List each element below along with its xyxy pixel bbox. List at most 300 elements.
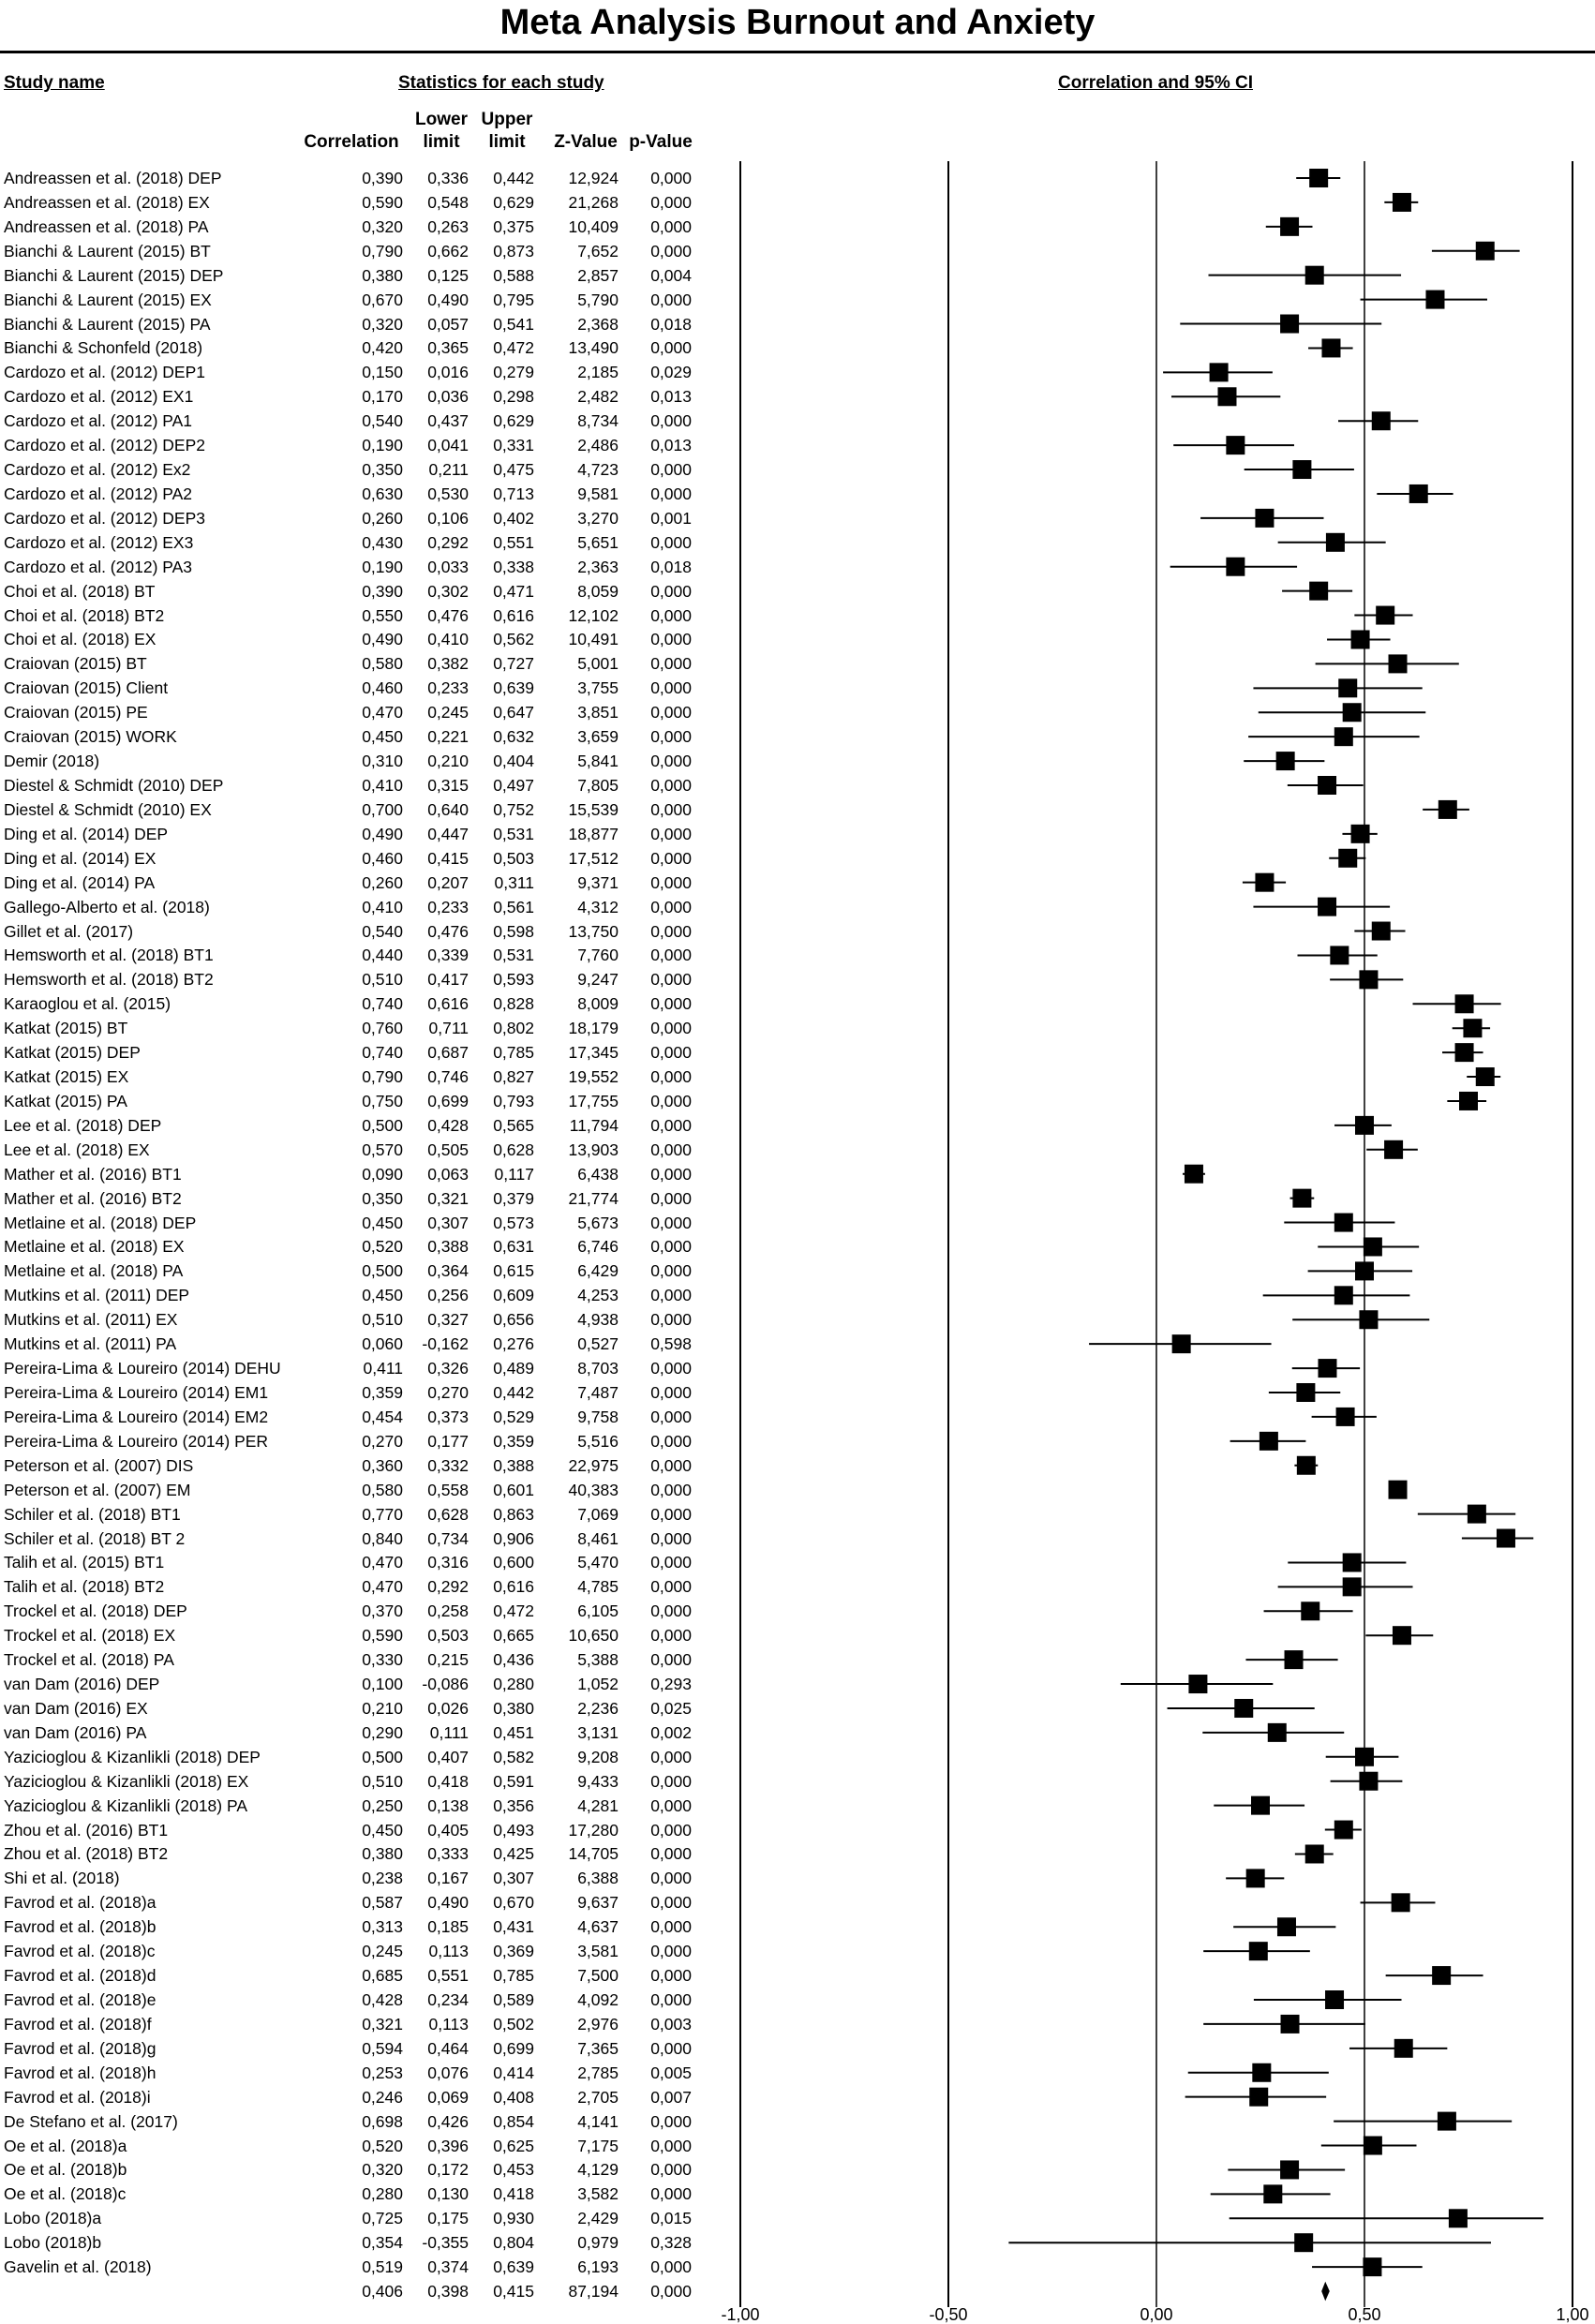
lower-limit-value: 0,476	[427, 921, 469, 941]
study-name: Bianchi & Schonfeld (2018)	[4, 338, 203, 358]
correlation-value: 0,238	[362, 1869, 403, 1888]
upper-limit-value: 0,379	[493, 1188, 534, 1208]
z-value: 5,001	[577, 654, 619, 674]
upper-limit-value: 0,369	[493, 1942, 534, 1961]
p-value: 0,000	[650, 169, 692, 187]
study-name: Ding et al. (2014) EX	[4, 848, 157, 868]
correlation-value: 0,500	[362, 1261, 403, 1281]
z-value: 4,281	[577, 1795, 619, 1815]
study-name: Shi et al. (2018)	[4, 1869, 120, 1888]
point-marker	[1359, 970, 1378, 989]
lower-limit-value: 0,063	[427, 1164, 469, 1184]
upper-limit-value: 0,615	[493, 1261, 534, 1281]
p-value: 0,000	[650, 630, 692, 649]
upper-limit-value: 0,565	[493, 1115, 534, 1135]
upper-limit-value: 0,431	[493, 1917, 534, 1937]
p-value: 0,029	[650, 363, 692, 382]
correlation-value: 0,310	[362, 752, 403, 771]
lower-limit-value: 0,426	[427, 2111, 469, 2131]
upper-limit-value: 0,629	[493, 192, 534, 212]
p-value: 0,000	[650, 1140, 692, 1159]
correlation-value: 0,380	[362, 265, 403, 285]
correlation-value: 0,320	[362, 314, 403, 334]
upper-limit-value: 0,388	[493, 1455, 534, 1475]
point-marker	[1255, 873, 1274, 892]
study-name: Cardozo et al. (2012) EX1	[4, 387, 194, 407]
upper-limit-value: 0,785	[493, 1966, 534, 1986]
upper-limit-value: 0,628	[493, 1140, 534, 1159]
point-marker	[1449, 2209, 1468, 2227]
point-marker	[1280, 315, 1299, 334]
p-value: 0,000	[650, 1431, 692, 1451]
lower-limit-value: 0,551	[427, 1966, 469, 1986]
upper-limit-value: 0,625	[493, 2136, 534, 2155]
point-marker	[1210, 363, 1229, 381]
lower-limit-value: 0,490	[427, 1893, 469, 1913]
point-marker	[1296, 1383, 1315, 1402]
study-name: Peterson et al. (2007) DIS	[4, 1455, 194, 1475]
lower-limit-value: -0,355	[422, 2233, 469, 2253]
point-marker	[1305, 266, 1324, 285]
lower-limit-value: -0,162	[422, 1334, 469, 1354]
z-value: 10,409	[568, 216, 619, 236]
study-name: Hemsworth et al. (2018) BT2	[4, 970, 214, 990]
z-value: 5,673	[577, 1213, 619, 1232]
lower-limit-value: 0,437	[427, 411, 469, 431]
point-marker	[1226, 436, 1245, 454]
lower-limit-value: 0,558	[427, 1480, 469, 1499]
z-value: 17,512	[568, 848, 619, 868]
p-value: 0,000	[650, 192, 692, 212]
lower-limit-value: 0,207	[427, 872, 469, 892]
z-value: 8,009	[577, 994, 619, 1014]
upper-limit-value: 0,656	[493, 1310, 534, 1330]
upper-limit-value: 0,472	[493, 1601, 534, 1621]
point-marker	[1355, 1261, 1374, 1280]
p-value: 0,000	[650, 994, 692, 1014]
study-name: Bianchi & Laurent (2015) PA	[4, 314, 211, 334]
p-value: 0,000	[650, 1990, 692, 2009]
upper-limit-value: 0,589	[493, 1990, 534, 2009]
upper-limit-value: 0,451	[493, 1722, 534, 1742]
p-value: 0,000	[650, 1820, 692, 1840]
z-value: 3,270	[577, 508, 619, 528]
lower-limit-value: 0,365	[427, 338, 469, 358]
study-name: Yazicioglou & Kizanlikli (2018) EX	[4, 1771, 249, 1791]
z-value: 6,193	[577, 2257, 619, 2277]
correlation-value: 0,060	[362, 1334, 403, 1354]
upper-limit-value: 0,632	[493, 727, 534, 747]
lower-limit-value: 0,315	[427, 776, 469, 795]
study-name: Pereira-Lima & Loureiro (2014) DEHU	[4, 1359, 281, 1378]
upper-limit-value: 0,475	[493, 460, 534, 480]
p-value: 0,000	[650, 2136, 692, 2155]
correlation-value: 0,330	[362, 1650, 403, 1670]
study-name-header: Study name	[4, 73, 105, 93]
correlation-value: 0,590	[362, 192, 403, 212]
study-name: Lee et al. (2018) DEP	[4, 1115, 162, 1135]
upper-limit-value: 0,873	[493, 241, 534, 261]
z-value: 4,092	[577, 1990, 619, 2009]
study-name: Favrod et al. (2018)g	[4, 2038, 157, 2058]
correlation-value: 0,740	[362, 1043, 403, 1063]
upper-limit-value: 0,598	[493, 921, 534, 941]
lower-limit-value: 0,407	[427, 1747, 469, 1766]
upper-limit-value: 0,591	[493, 1771, 534, 1791]
correlation-value: 0,450	[362, 727, 403, 747]
correlation-value: 0,460	[362, 848, 403, 868]
study-name: Lobo (2018)a	[4, 2209, 102, 2228]
lower-limit-value: 0,234	[427, 1990, 469, 2009]
upper-limit-value: 0,418	[493, 2184, 534, 2204]
study-name: Andreassen et al. (2018) PA	[4, 216, 209, 236]
z-value: 12,102	[568, 605, 619, 625]
p-value: 0,000	[650, 2160, 692, 2180]
correlation-value: 0,320	[362, 2160, 403, 2180]
lower-limit-value: 0,175	[427, 2209, 469, 2228]
z-value: 19,552	[568, 1067, 619, 1087]
lower-limit-value: 0,373	[427, 1407, 469, 1426]
p-value: 0,000	[650, 654, 692, 674]
correlation-value: 0,313	[362, 1917, 403, 1937]
study-name: Cardozo et al. (2012) EX3	[4, 532, 194, 552]
lower-limit-value: 0,258	[427, 1601, 469, 1621]
p-value: 0,000	[650, 605, 692, 625]
p-value: 0,000	[650, 581, 692, 601]
study-name: Ding et al. (2014) PA	[4, 872, 156, 892]
study-name: Choi et al. (2018) BT2	[4, 605, 165, 625]
point-marker	[1497, 1529, 1515, 1548]
study-name: Lobo (2018)b	[4, 2233, 102, 2253]
upper-limit-value: 0,531	[493, 824, 534, 843]
p-value: 0,000	[650, 1091, 692, 1110]
correlation-value: 0,428	[362, 1990, 403, 2009]
p-value: 0,000	[650, 1213, 692, 1232]
study-name: Craiovan (2015) PE	[4, 703, 148, 723]
upper-limit-value: 0,380	[493, 1698, 534, 1718]
lower-limit-value: 0,734	[427, 1528, 469, 1548]
upper-limit-value: 0,699	[493, 2038, 534, 2058]
lower-limit-value: 0,292	[427, 1577, 469, 1597]
z-value: 12,924	[568, 169, 619, 187]
point-marker	[1280, 2160, 1299, 2179]
study-name: Craiovan (2015) Client	[4, 678, 169, 698]
point-marker	[1305, 1844, 1324, 1863]
correlation-value: 0,590	[362, 1626, 403, 1646]
p-value: 0,000	[650, 703, 692, 723]
lower-limit-value: -0,086	[422, 1675, 469, 1694]
point-marker	[1277, 1917, 1296, 1936]
z-value: 2,785	[577, 2063, 619, 2082]
point-marker	[1326, 533, 1345, 552]
correlation-value: 0,430	[362, 532, 403, 552]
study-name: Karaoglou et al. (2015)	[4, 994, 171, 1014]
point-marker	[1188, 1675, 1207, 1693]
study-name: Katkat (2015) BT	[4, 1019, 128, 1038]
lower-limit-value: 0,210	[427, 752, 469, 771]
point-marker	[1476, 242, 1495, 261]
correlation-value: 0,570	[362, 1140, 403, 1159]
p-value: 0,015	[650, 2209, 692, 2228]
upper-limit-value: 0,298	[493, 387, 534, 407]
point-marker	[1185, 1165, 1203, 1184]
p-value: 0,000	[650, 460, 692, 480]
correlation-value: 0,540	[362, 921, 403, 941]
upper-limit-value: 0,436	[493, 1650, 534, 1670]
summary-lower: 0,398	[427, 2282, 469, 2302]
point-marker	[1297, 1456, 1316, 1475]
z-value: 40,383	[568, 1480, 619, 1499]
p-value: 0,000	[650, 1115, 692, 1135]
z-value: 9,371	[577, 872, 619, 892]
lower-limit-value: 0,503	[427, 1626, 469, 1646]
z-value: 2,857	[577, 265, 619, 285]
lower-limit-value: 0,332	[427, 1455, 469, 1475]
study-name: Gillet et al. (2017)	[4, 921, 134, 941]
p-value: 0,000	[650, 848, 692, 868]
correlation-value: 0,550	[362, 605, 403, 625]
z-value: 4,141	[577, 2111, 619, 2131]
p-value: 0,000	[650, 799, 692, 819]
point-marker	[1376, 606, 1394, 625]
lower-limit-value: 0,233	[427, 897, 469, 916]
p-value: 0,000	[650, 1893, 692, 1913]
point-marker	[1394, 2039, 1413, 2058]
p-value: 0,000	[650, 1286, 692, 1305]
correlation-value: 0,410	[362, 776, 403, 795]
point-marker	[1432, 1966, 1451, 1985]
p-value: 0,000	[650, 2038, 692, 2058]
study-name: Mutkins et al. (2011) PA	[4, 1334, 177, 1354]
z-value: 10,650	[568, 1626, 619, 1646]
study-name: Oe et al. (2018)c	[4, 2184, 127, 2204]
upper-limit-column-header: Upper limit	[481, 110, 533, 152]
lower-limit-value: 0,321	[427, 1188, 469, 1208]
point-marker	[1438, 2112, 1456, 2131]
point-marker	[1309, 582, 1328, 601]
z-value: 17,755	[568, 1091, 619, 1110]
upper-limit-value: 0,408	[493, 2087, 534, 2107]
correlation-value: 0,170	[362, 387, 403, 407]
lower-limit-value: 0,382	[427, 654, 469, 674]
lower-limit-value: 0,415	[427, 848, 469, 868]
upper-limit-value: 0,629	[493, 411, 534, 431]
point-marker	[1255, 509, 1274, 528]
z-value: 7,175	[577, 2136, 619, 2155]
point-marker	[1438, 800, 1457, 819]
correlation-value: 0,450	[362, 1213, 403, 1232]
correlation-value: 0,280	[362, 2184, 403, 2204]
correlation-value: 0,190	[362, 436, 403, 455]
correlation-value: 0,390	[362, 169, 403, 187]
upper-limit-value: 0,276	[493, 1334, 534, 1354]
correlation-value: 0,740	[362, 994, 403, 1014]
p-value: 0,000	[650, 532, 692, 552]
upper-limit-value: 0,307	[493, 1869, 534, 1888]
p-value: 0,005	[650, 2063, 692, 2082]
lower-limit-value: 0,172	[427, 2160, 469, 2180]
upper-limit-value: 0,279	[493, 363, 534, 382]
lower-limit-value: 0,662	[427, 241, 469, 261]
study-name: Oe et al. (2018)b	[4, 2160, 127, 2180]
upper-limit-value: 0,529	[493, 1407, 534, 1426]
z-value: 7,760	[577, 946, 619, 965]
p-value: 0,000	[650, 1504, 692, 1524]
upper-limit-value: 0,600	[493, 1553, 534, 1572]
z-value: 21,268	[568, 192, 619, 212]
z-value: 13,750	[568, 921, 619, 941]
upper-limit-value: 0,551	[493, 532, 534, 552]
ci-plot-header: Correlation and 95% CI	[1058, 73, 1253, 93]
p-value: 0,018	[650, 557, 692, 576]
lower-limit-value: 0,476	[427, 605, 469, 625]
study-name: Gallego-Alberto et al. (2018)	[4, 897, 210, 916]
correlation-value: 0,470	[362, 1553, 403, 1572]
study-name: Yazicioglou & Kizanlikli (2018) DEP	[4, 1747, 261, 1766]
study-name: Metlaine et al. (2018) PA	[4, 1261, 184, 1281]
study-name: Metlaine et al. (2018) EX	[4, 1237, 185, 1257]
z-value: 0,979	[577, 2233, 619, 2253]
p-value: 0,000	[650, 1019, 692, 1038]
point-marker	[1392, 1893, 1410, 1912]
lower-limit-value: 0,292	[427, 532, 469, 552]
p-value: 0,000	[650, 1067, 692, 1087]
correlation-value: 0,411	[363, 1359, 403, 1378]
upper-limit-value: 0,665	[493, 1626, 534, 1646]
p-value: 0,001	[650, 508, 692, 528]
z-value: 18,179	[568, 1019, 619, 1038]
z-value: 15,539	[568, 799, 619, 819]
correlation-value: 0,246	[362, 2087, 403, 2107]
correlation-value: 0,440	[362, 946, 403, 965]
p-value: 0,004	[650, 265, 692, 285]
upper-limit-value: 0,404	[493, 752, 534, 771]
correlation-value: 0,520	[362, 2136, 403, 2155]
z-value: 5,651	[577, 532, 619, 552]
correlation-value: 0,245	[362, 1942, 403, 1961]
study-name: Pereira-Lima & Loureiro (2014) EM2	[4, 1407, 269, 1426]
p-value: 0,007	[650, 2087, 692, 2107]
point-marker	[1260, 1432, 1278, 1451]
correlation-value: 0,500	[362, 1747, 403, 1766]
lower-limit-value: 0,699	[427, 1091, 469, 1110]
lower-limit-value: 0,245	[427, 703, 469, 723]
z-value: 2,482	[577, 387, 619, 407]
point-marker	[1393, 1626, 1411, 1645]
study-name: Trockel et al. (2018) EX	[4, 1626, 176, 1646]
upper-limit-value: 0,609	[493, 1286, 534, 1305]
upper-limit-value: 0,531	[493, 946, 534, 965]
upper-limit-value: 0,280	[493, 1675, 534, 1694]
p-value: 0,000	[650, 1966, 692, 1986]
p-value: 0,000	[650, 1917, 692, 1937]
point-marker	[1336, 1408, 1355, 1426]
z-value: 5,516	[577, 1431, 619, 1451]
point-marker	[1359, 1772, 1378, 1791]
p-value: 0,000	[650, 1528, 692, 1548]
upper-limit-value: 0,453	[493, 2160, 534, 2180]
correlation-value: 0,725	[362, 2209, 403, 2228]
correlation-value: 0,410	[362, 897, 403, 916]
z-value: 22,975	[568, 1455, 619, 1475]
p-value: 0,293	[650, 1675, 692, 1694]
study-name: Craiovan (2015) BT	[4, 654, 147, 674]
study-name: van Dam (2016) PA	[4, 1722, 147, 1742]
correlation-value: 0,454	[362, 1407, 403, 1426]
lower-limit-value: 0,113	[428, 1942, 469, 1961]
point-marker	[1389, 1481, 1408, 1499]
point-marker	[1249, 1942, 1268, 1960]
lower-limit-value: 0,428	[427, 1115, 469, 1135]
point-marker	[1301, 1601, 1319, 1620]
upper-limit-value: 0,639	[493, 678, 534, 698]
lower-limit-value: 0,410	[427, 630, 469, 649]
point-marker	[1249, 2088, 1268, 2107]
p-value: 0,000	[650, 1795, 692, 1815]
upper-limit-value: 0,573	[493, 1213, 534, 1232]
z-value: 6,105	[577, 1601, 619, 1621]
point-marker	[1251, 1796, 1270, 1815]
point-marker	[1294, 2233, 1313, 2252]
x-tick-label: -0,50	[929, 2305, 968, 2324]
z-value: 9,758	[577, 1407, 619, 1426]
point-marker	[1309, 169, 1328, 187]
p-value: 0,000	[650, 2257, 692, 2277]
study-name: Oe et al. (2018)a	[4, 2136, 127, 2155]
study-name: Zhou et al. (2018) BT2	[4, 1844, 169, 1864]
z-value: 9,208	[577, 1747, 619, 1766]
upper-limit-value: 0,117	[494, 1164, 534, 1184]
point-marker	[1372, 922, 1391, 941]
study-name: Trockel et al. (2018) PA	[4, 1650, 174, 1670]
point-marker	[1425, 290, 1444, 309]
correlation-value: 0,420	[362, 338, 403, 358]
correlation-value: 0,490	[362, 630, 403, 649]
z-value: 8,734	[577, 411, 619, 431]
p-value: 0,013	[650, 436, 692, 455]
correlation-value: 0,350	[362, 1188, 403, 1208]
study-name: Yazicioglou & Kizanlikli (2018) PA	[4, 1795, 248, 1815]
p-value: 0,000	[650, 970, 692, 990]
upper-limit-value: 0,930	[493, 2209, 534, 2228]
z-value: 3,659	[577, 727, 619, 747]
lower-limit-value: 0,746	[427, 1067, 469, 1087]
study-name: van Dam (2016) EX	[4, 1698, 148, 1718]
point-marker	[1338, 849, 1357, 868]
point-marker	[1463, 1019, 1482, 1037]
study-name: Mather et al. (2016) BT1	[4, 1164, 182, 1184]
study-name: Katkat (2015) DEP	[4, 1043, 141, 1063]
point-marker	[1455, 994, 1474, 1013]
point-marker	[1330, 946, 1349, 964]
p-value: 0,000	[650, 1359, 692, 1378]
z-value: 9,247	[577, 970, 619, 990]
z-value: 7,805	[577, 776, 619, 795]
point-marker	[1359, 1310, 1378, 1329]
p-value: 0,013	[650, 387, 692, 407]
z-value: 4,253	[577, 1286, 619, 1305]
upper-limit-value: 0,442	[493, 169, 534, 187]
z-value: 17,345	[568, 1043, 619, 1063]
p-value: 0,002	[650, 1722, 692, 1742]
lower-limit-value: 0,221	[427, 727, 469, 747]
upper-limit-value: 0,582	[493, 1747, 534, 1766]
lower-limit-value: 0,307	[427, 1213, 469, 1232]
upper-limit-value: 0,331	[493, 436, 534, 455]
lower-limit-value: 0,263	[427, 216, 469, 236]
study-name: Bianchi & Laurent (2015) BT	[4, 241, 211, 261]
point-marker	[1389, 654, 1408, 673]
